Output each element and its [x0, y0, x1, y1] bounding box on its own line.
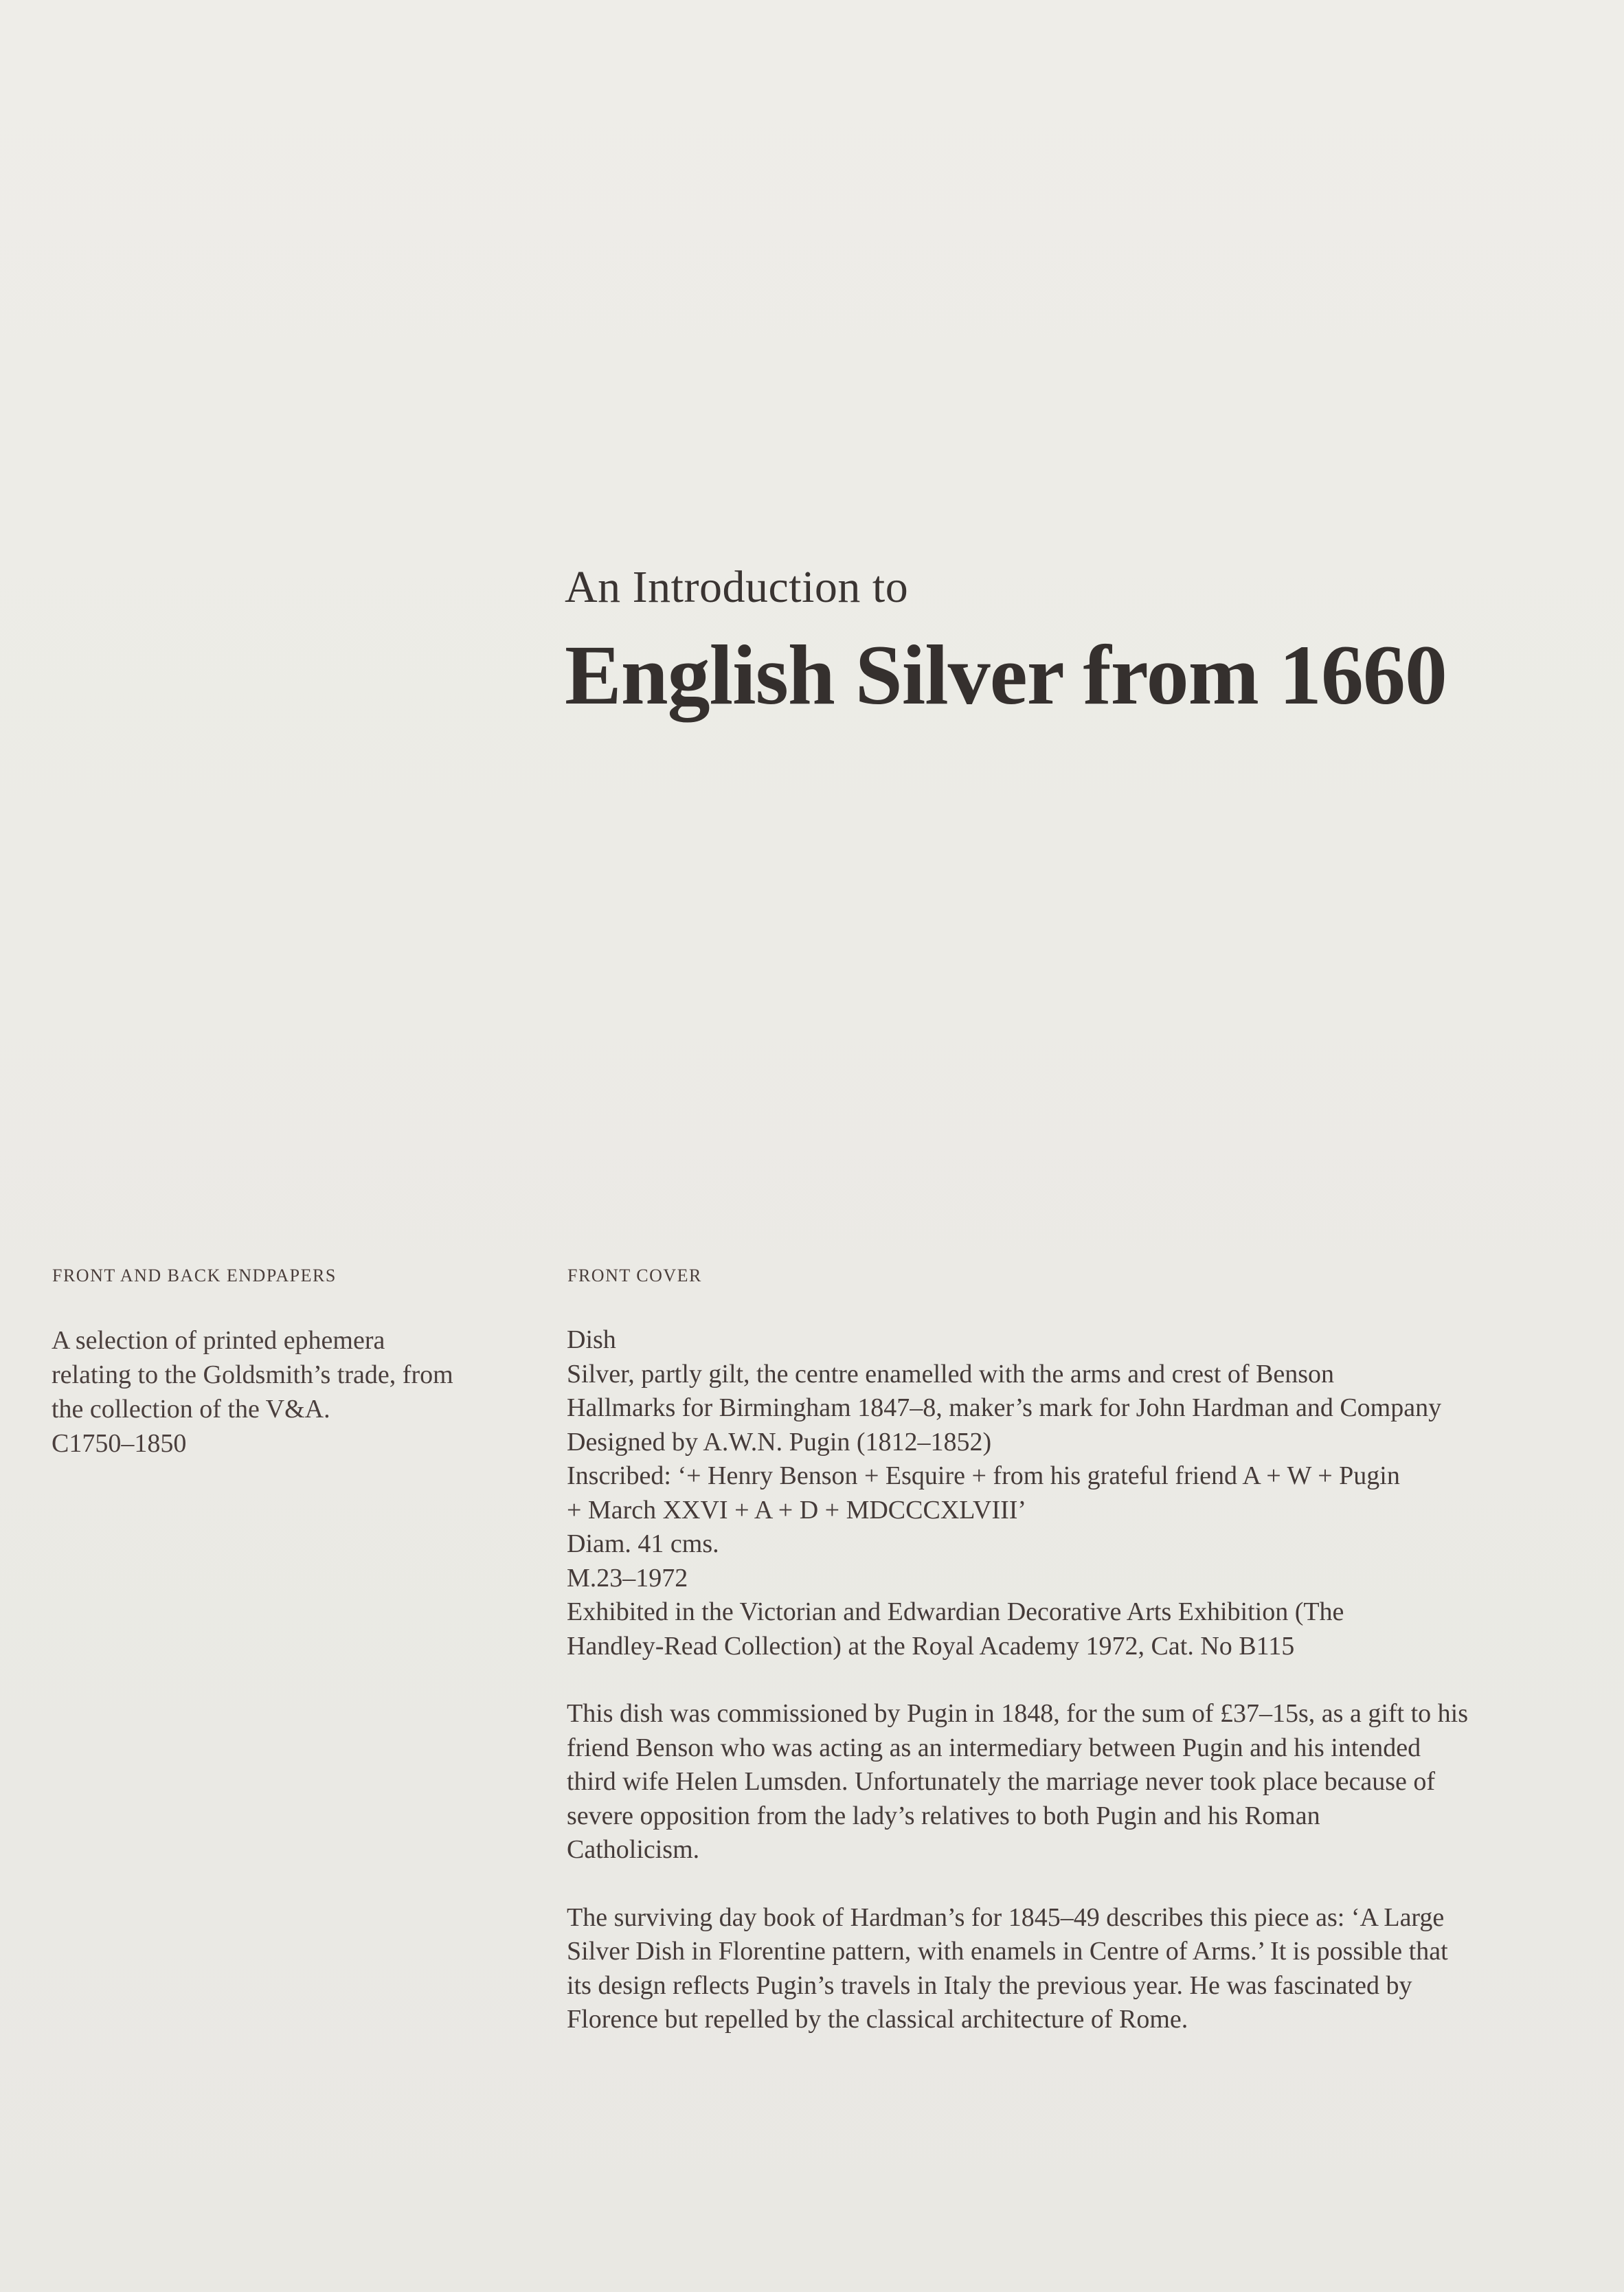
detail-line: M.23–1972: [567, 1563, 688, 1593]
detail-line: Inscribed: ‘+ Henry Benson + Esquire + from his grateful friend A + W + Pugin: [567, 1461, 1400, 1490]
detail-line: Designed by A.W.N. Pugin (1812–1852): [567, 1427, 992, 1457]
endpapers-label: FRONT AND BACK ENDPAPERS: [52, 1266, 337, 1285]
paragraph-line: severe opposition from the lady’s relatives to both Pugin and his Roman: [567, 1801, 1320, 1830]
cover-details: [567, 1323, 1529, 1663]
paragraph-line: The surviving day book of Hardman’s for 1845–49 describes this piece as: ‘A Large: [567, 1902, 1445, 1932]
front-cover-label: FRONT COVER: [567, 1266, 702, 1285]
paragraph-line: Catholicism.: [567, 1835, 700, 1864]
paragraph-line: Silver Dish in Florentine pattern, with enamels in Centre of Arms.’ It is possible that: [567, 1937, 1448, 1966]
title-block: [565, 560, 1526, 723]
cover-paragraph-1: [567, 1697, 1529, 1867]
paragraph-line: third wife Helen Lumsden. Unfortunately the marriage never took place because of: [567, 1767, 1436, 1796]
front-cover-caption: [567, 1323, 1529, 2037]
paragraph-line: friend Benson who was acting as an intermediary between Pugin and his intended: [567, 1733, 1421, 1762]
endpapers-caption: [52, 1323, 505, 1461]
detail-line: Hallmarks for Birmingham 1847–8, maker’s mark for John Hardman and Company: [567, 1393, 1442, 1422]
paragraph-line: Florence but repelled by the classical architecture of Rome.: [567, 2005, 1188, 2034]
detail-line: Diam. 41 cms.: [567, 1529, 719, 1558]
page-subtitle: An Introduction to: [565, 562, 909, 612]
paragraph-line: its design reflects Pugin’s travels in Italy the previous year. He was fascinated by: [567, 1970, 1412, 2000]
cover-paragraph-2: [567, 1901, 1529, 2037]
paragraph-line: This dish was commissioned by Pugin in 1848, for the sum of £37–15s, as a gift to his: [567, 1699, 1469, 1728]
detail-line: Silver, partly gilt, the centre enamelled with the arms and crest of Benson: [567, 1359, 1335, 1389]
caption-date: C1750–1850: [52, 1429, 187, 1458]
page-title: English Silver from 1660: [565, 628, 1447, 722]
caption-line: A selection of printed ephemera: [52, 1326, 385, 1355]
detail-line: Handley-Read Collection) at the Royal Academy 1972, Cat. No B115: [567, 1631, 1295, 1661]
detail-line: Exhibited in the Victorian and Edwardian Decorative Arts Exhibition (The: [567, 1597, 1344, 1626]
detail-line: Dish: [567, 1325, 616, 1354]
caption-line: the collection of the V&A.: [52, 1395, 330, 1424]
caption-line: relating to the Goldsmith’s trade, from: [52, 1360, 453, 1389]
detail-line: + March XXVI + A + D + MDCCCXLVIII’: [567, 1495, 1027, 1525]
